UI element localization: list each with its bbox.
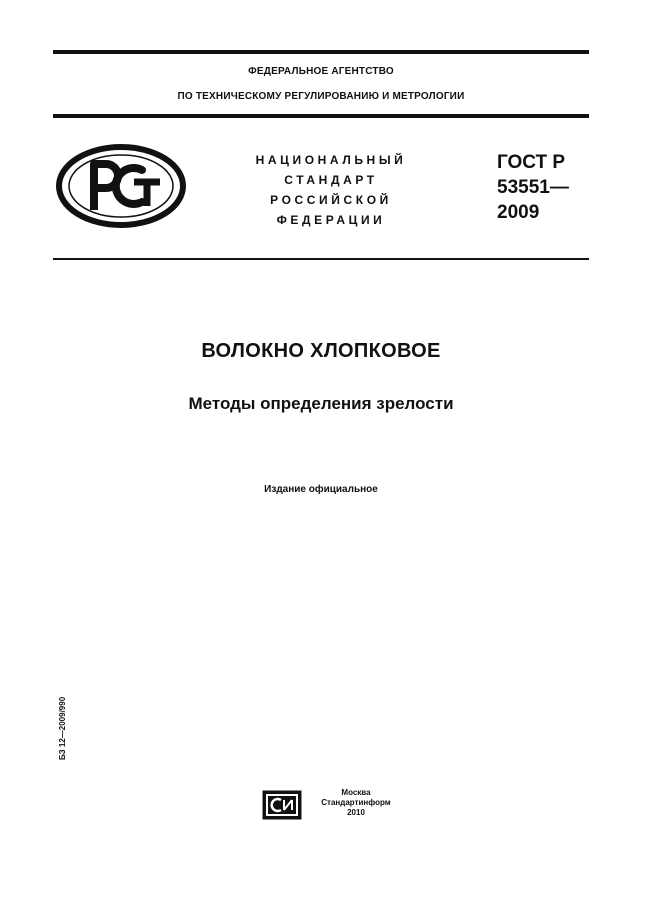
gost-code-line-2: 53551—: [497, 177, 569, 198]
agency-line-2: ПО ТЕХНИЧЕСКОМУ РЕГУЛИРОВАНИЮ И МЕТРОЛОГИИ: [177, 91, 465, 102]
publisher-name: Стандартинформ: [321, 798, 391, 807]
gost-code-line-3: 2009: [497, 202, 540, 223]
standard-line-3: РОССИЙСКОЙ: [270, 193, 392, 207]
publisher-year: 2010: [347, 808, 365, 817]
standard-line-4: ФЕДЕРАЦИИ: [276, 213, 386, 227]
document-subtitle: Методы определения зрелости: [188, 394, 454, 413]
publisher-city: Москва: [341, 788, 371, 797]
standard-line-1: НАЦИОНАЛЬНЫЙ: [255, 153, 407, 167]
gost-code-line-1: ГОСТ Р: [497, 152, 566, 173]
rst-certification-mark-icon: [56, 144, 186, 228]
header-bottom-rule: [53, 258, 589, 260]
top-rule: [53, 50, 589, 54]
side-registration-note: БЗ 12—2009/990: [58, 696, 67, 760]
standard-line-2: СТАНДАРТ: [284, 173, 378, 187]
agency-line-1: ФЕДЕРАЛЬНОЕ АГЕНТСТВО: [248, 66, 394, 77]
gost-code: [497, 150, 597, 225]
standard-type-block: [226, 150, 436, 230]
middle-rule: [53, 114, 589, 118]
standartinform-logo-icon: [262, 790, 302, 820]
publisher-block: [306, 788, 406, 818]
document-title: ВОЛОКНО ХЛОПКОВОЕ: [201, 340, 441, 362]
edition-note: Издание официальное: [264, 484, 378, 495]
